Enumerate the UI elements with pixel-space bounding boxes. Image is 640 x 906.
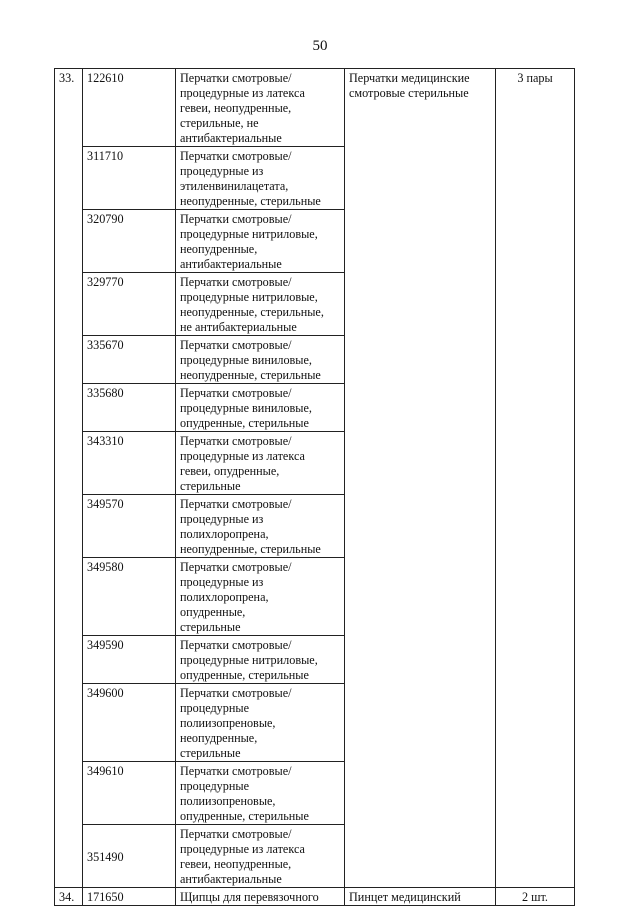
product-name-cell — [176, 558, 345, 636]
product-name-line: стерильные, не — [180, 116, 259, 130]
okpd-code: 329770 — [83, 273, 176, 336]
product-name-line: стерильные — [180, 479, 241, 493]
table-body — [55, 69, 575, 906]
product-name-cell — [176, 69, 345, 147]
product-name-line: антибактериальные — [180, 257, 282, 271]
okpd-code: 349590 — [83, 636, 176, 684]
product-name-line: Перчатки смотровые/ — [180, 827, 292, 841]
okpd-code: 349600 — [83, 684, 176, 762]
product-name-line: процедурные из латекса — [180, 86, 305, 100]
product-name-line: не антибактериальные — [180, 320, 297, 334]
product-name-line: Щипцы для перевязочного — [180, 890, 319, 904]
product-name-line: антибактериальные — [180, 872, 282, 886]
product-name-line: неопудренные, стерильные — [180, 194, 321, 208]
item-number: 34. — [55, 888, 83, 906]
product-name-line: процедурные из латекса — [180, 449, 305, 463]
product-name-line: процедурные из латекса — [180, 842, 305, 856]
product-name-line: опудренные, стерильные — [180, 416, 309, 430]
product-name-line: Перчатки смотровые/ — [180, 212, 292, 226]
product-name-line: неопудренные, стерильные, — [180, 305, 324, 319]
okpd-code: 311710 — [83, 147, 176, 210]
product-name-line: Перчатки смотровые/ — [180, 434, 292, 448]
product-name-line: Перчатки смотровые/ — [180, 275, 292, 289]
product-name-line: Перчатки смотровые/ — [180, 497, 292, 511]
product-name-line: неопудренные, — [180, 242, 258, 256]
product-name-cell — [176, 432, 345, 495]
product-name-line: Перчатки смотровые/ — [180, 149, 292, 163]
product-name-line: Перчатки смотровые/ — [180, 764, 292, 778]
product-name-line: процедурные — [180, 779, 249, 793]
product-name-line: процедурные из — [180, 512, 264, 526]
okpd-code: 335680 — [83, 384, 176, 432]
okpd-code: 349570 — [83, 495, 176, 558]
product-name-line: неопудренные, стерильные — [180, 542, 321, 556]
product-name-cell — [176, 825, 345, 888]
product-name-cell — [176, 210, 345, 273]
product-name-line: опудренные, стерильные — [180, 668, 309, 682]
product-name-line: гевеи, неопудренные, — [180, 101, 292, 115]
product-name-cell — [176, 147, 345, 210]
product-name-line: стерильные — [180, 746, 241, 760]
okpd-code: 320790 — [83, 210, 176, 273]
product-name-line: Перчатки смотровые/ — [180, 386, 292, 400]
product-name-line: неопудренные, — [180, 731, 258, 745]
okpd-code: 171650 — [83, 888, 176, 906]
product-name-line: Перчатки смотровые/ — [180, 71, 292, 85]
okpd-code: 349580 — [83, 558, 176, 636]
item-group-name: Пинцет медицинский — [345, 888, 496, 906]
product-name-cell — [176, 273, 345, 336]
product-name-line: Перчатки смотровые/ — [180, 338, 292, 352]
product-name-line: процедурные нитриловые, — [180, 227, 318, 241]
product-name-line: полихлоропрена, — [180, 527, 269, 541]
product-name-line: стерильные — [180, 620, 241, 634]
product-name-line: процедурные нитриловые, — [180, 290, 318, 304]
product-name-cell — [176, 495, 345, 558]
product-name-line: Перчатки смотровые/ — [180, 560, 292, 574]
product-name-line: процедурные из — [180, 575, 264, 589]
table-row — [55, 69, 575, 147]
item-quantity: 2 шт. — [496, 888, 575, 906]
item-group-name: Перчатки медицинские смотровые стерильные — [345, 69, 496, 888]
equipment-table — [54, 68, 575, 906]
product-name-line: процедурные виниловые, — [180, 353, 312, 367]
page-number: 50 — [312, 38, 328, 54]
product-name-cell — [176, 336, 345, 384]
product-name-cell — [176, 636, 345, 684]
product-name-line: опудренные, стерильные — [180, 809, 309, 823]
product-name-line: Перчатки смотровые/ — [180, 638, 292, 652]
product-name-cell — [176, 384, 345, 432]
product-name-cell — [176, 888, 345, 906]
product-name-line: полиизопреновые, — [180, 716, 276, 730]
product-name-line: процедурные виниловые, — [180, 401, 312, 415]
item-number: 33. — [55, 69, 83, 888]
okpd-code: 122610 — [83, 69, 176, 147]
okpd-code: 335670 — [83, 336, 176, 384]
item-quantity: 3 пары — [496, 69, 575, 888]
product-name-line: полиизопреновые, — [180, 794, 276, 808]
product-name-line: неопудренные, стерильные — [180, 368, 321, 382]
product-name-cell — [176, 762, 345, 825]
okpd-code: 349610 — [83, 762, 176, 825]
okpd-code: 343310 — [83, 432, 176, 495]
product-name-line: процедурные — [180, 701, 249, 715]
product-name-line: Перчатки смотровые/ — [180, 686, 292, 700]
product-name-line: процедурные нитриловые, — [180, 653, 318, 667]
product-name-line: опудренные, — [180, 605, 246, 619]
table-row — [55, 888, 575, 906]
product-name-cell — [176, 684, 345, 762]
product-name-line: процедурные из — [180, 164, 264, 178]
product-name-line: полихлоропрена, — [180, 590, 269, 604]
product-name-line: антибактериальные — [180, 131, 282, 145]
product-name-line: этиленвинилацетата, — [180, 179, 289, 193]
product-name-line: гевеи, неопудренные, — [180, 857, 292, 871]
product-name-line: гевеи, опудренные, — [180, 464, 280, 478]
okpd-code: 351490 — [83, 825, 176, 888]
